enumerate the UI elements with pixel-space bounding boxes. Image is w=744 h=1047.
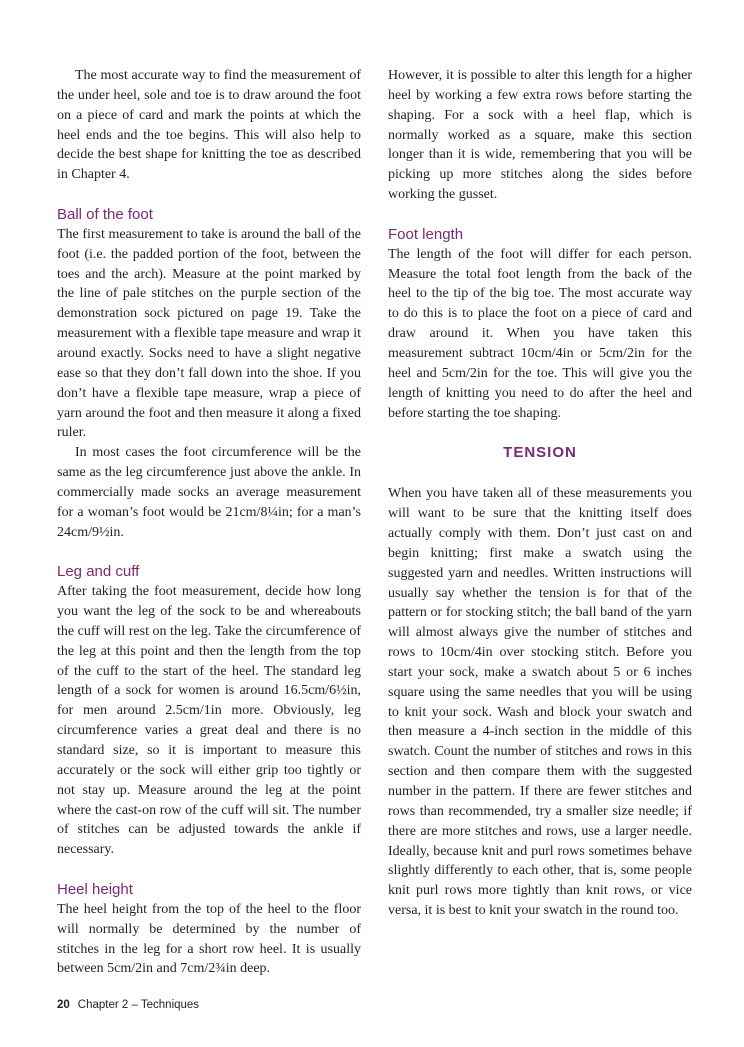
heel-continued-paragraph: However, it is possible to alter this length for a higher heel by working a few extra rows before starting the shaping. For a sock with a heel flap, which is normally worked as a square, make this section longer than it is wide, remembering that you will be picking up more stitches along the sides before working the gusset. (388, 68, 692, 203)
left-column (57, 66, 361, 979)
intro-paragraph: The most accurate way to find the measurement of the under heel, sole and toe is to draw around the foot on a piece of card and mark the points at which the heel ends and the toe begins. This will also help to decide the best shape for knitting the toe as described in Chapter 4. (57, 68, 361, 183)
foot-length-heading: Foot length (388, 225, 464, 243)
foot-length-paragraph: The length of the foot will differ for each person. Measure the total foot length from the back of the heel to the tip of the big toe. The most accurate way to do this is to place the foot on a piece of card and draw around it. When you have taken this measurement subtract 10cm/4in or 5cm/2in for the heel and 5cm/2in for the toe. This will give you the length of knitting you need to do after the heel and before starting the toe shaping. (388, 246, 692, 421)
page-footer (57, 999, 199, 1011)
tension-paragraph: When you have taken all of these measurements you will want to be sure that the knitting itself does actually comply with them. Don’t just cast on and begin knitting; first make a swatch using the suggested yarn and needles. Written instructions will usually say whether the tension is for that of the pattern or for stocking stitch; the ball band of the yarn will almost always give the number of stitches and rows to 10cm/4in over stocking stitch. Before you start your sock, make a swatch about 5 or 6 inches square using the same needles that you will be using to knit your sock. Wash and block your swatch and then measure a 4-inch section in the middle of this swatch. Count the number of stitches and rows in this section and then compare them with the suggested number in the pattern. If there are fewer stitches and rows than recommended, try a smaller size needle; if there are more stitches and rows, use a larger needle. Ideally, because knit and purl rows sometimes behave slightly differently to each other, that is, some people knit purl rows more tightly than knit rows, or vice versa, it is best to knit your swatch in the round too. (388, 486, 692, 919)
chapter-title: Chapter 2 – Techniques (77, 999, 200, 1011)
heel-height-paragraph: The heel height from the top of the heel to the floor will normally be determined by the number of stitches in the leg for a short row heel. It is usually between 5cm/2in and 7cm/2¾in deep. (57, 901, 361, 977)
page-number: 20 (57, 999, 70, 1011)
tension-heading: TENSION (503, 444, 577, 462)
right-column (388, 66, 692, 921)
leg-and-cuff-heading: Leg and cuff (57, 563, 140, 581)
ball-of-foot-heading: Ball of the foot (57, 205, 153, 223)
ball-of-foot-paragraph-2: In most cases the foot circumference will be the same as the leg circumference just above the ankle. In commercially made socks an average measurement for a woman’s foot would be 21cm/8¼in; for a man’s 24cm/9½in. (57, 445, 361, 540)
heel-height-heading: Heel height (57, 880, 133, 898)
ball-of-foot-paragraph-1: The first measurement to take is around the ball of the foot (i.e. the padded portion of the foot, between the toes and the arch). Measure at the point marked by the line of pale stitches on the purple section of the demonstration sock pictured on page 19. Take the measurement with a flexible tape measure and wrap it around exactly. Socks need to have a slight negative ease so that they don’t fall down into the shoe. If you don’t have a flexible tape measure, wrap a piece of yarn around the foot and then measure it along a fixed ruler. (57, 226, 361, 441)
leg-and-cuff-paragraph: After taking the foot measurement, decide how long you want the leg of the sock to be and whereabouts the cuff will rest on the leg. Take the circumference of the leg at this point and then the length from the top of the cuff to the start of the heel. The standard leg length of a sock for women is around 16.5cm/6½in, for men around 2.5cm/1in more. Obviously, leg circumference varies a great deal and there is no standard size, so it is important to measure this accurately or the sock will either grip too tightly or not stay up. Measure around the leg at the point where the cast-on row of the cuff will sit. The number of stitches can be adjusted towards the ankle if necessary. (57, 584, 361, 858)
